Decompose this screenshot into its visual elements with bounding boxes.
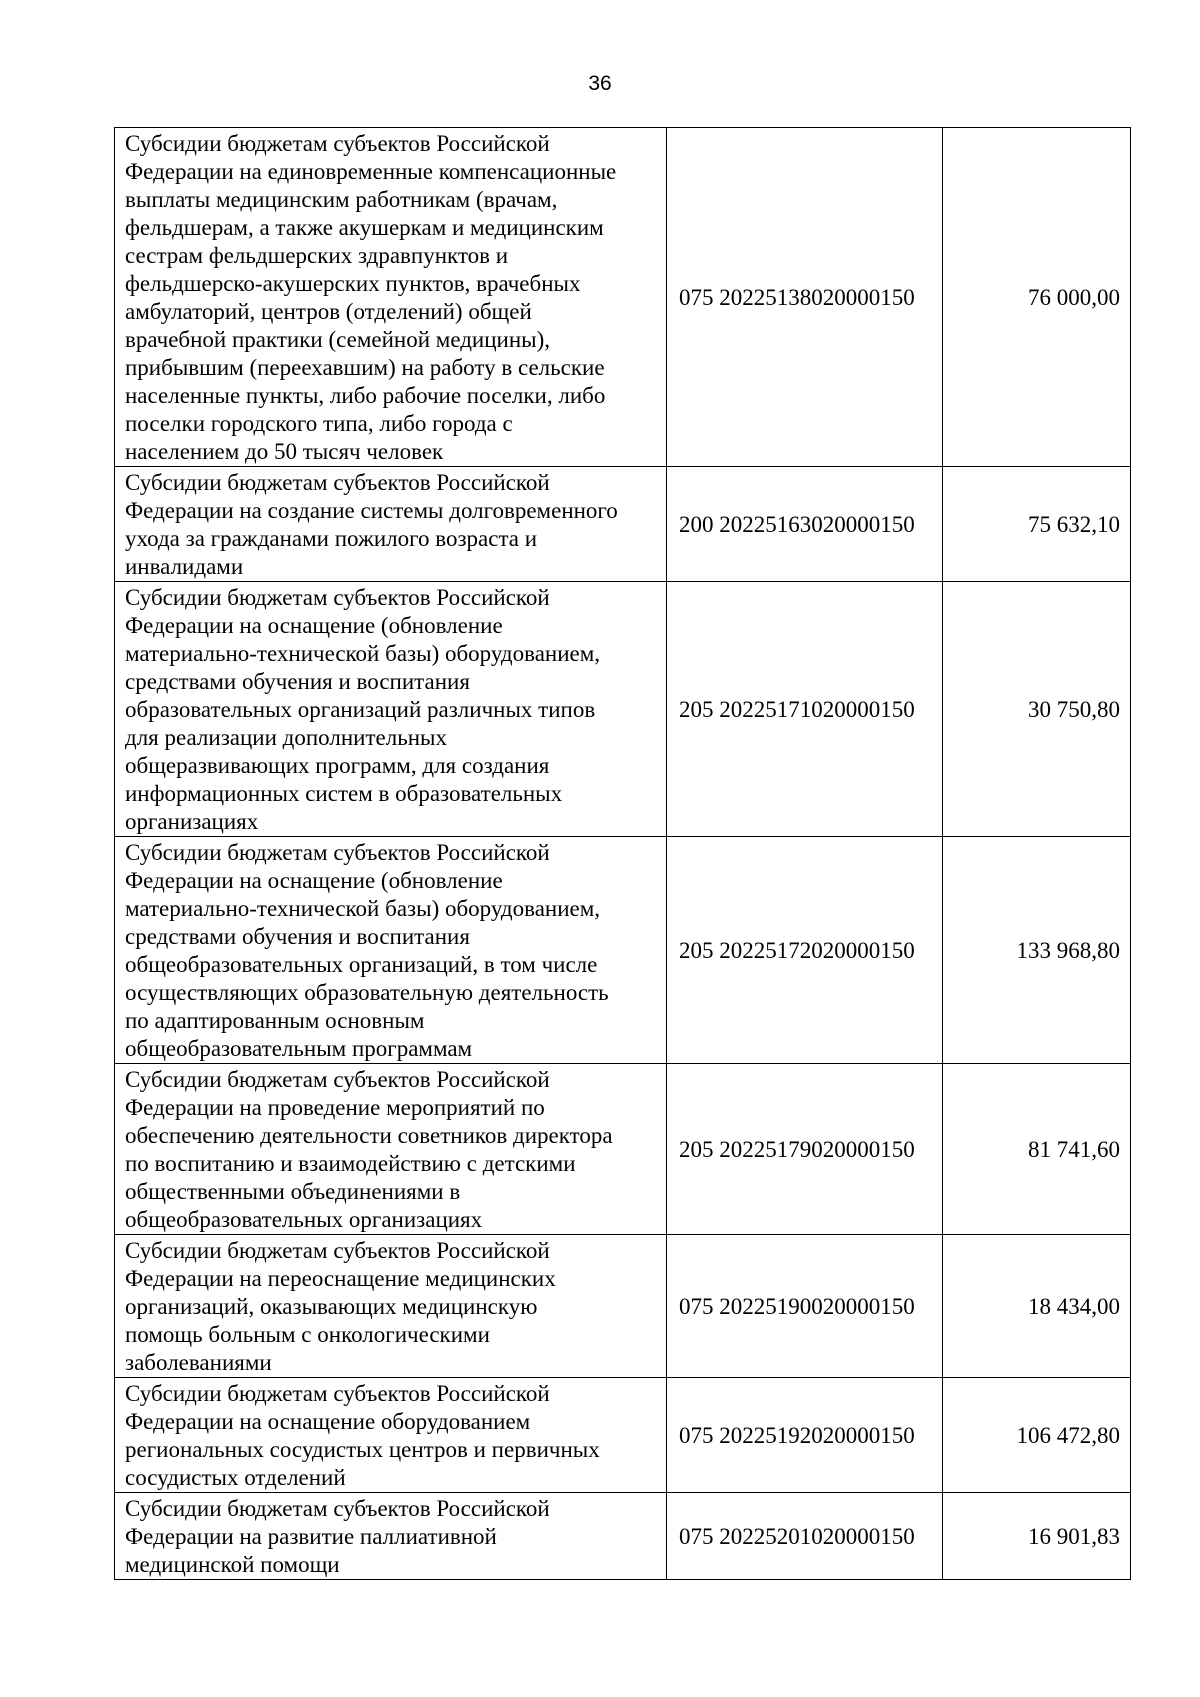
description-line: информационных систем в образовательных: [125, 781, 563, 806]
description-line: Федерации на переоснащение медицинских: [125, 1266, 556, 1291]
description-line: Федерации на проведение мероприятий по: [125, 1095, 545, 1120]
table-row: [115, 1378, 1131, 1493]
description-line: Субсидии бюджетам субъектов Российской: [125, 840, 550, 865]
description-line: общественными объединениями в: [125, 1179, 461, 1204]
row-budget-code: 200 20225163020000150: [667, 467, 943, 582]
description-line: амбулаторий, центров (отделений) общей: [125, 299, 532, 324]
description-line: прибывшим (переехавшим) на работу в сельские: [125, 355, 605, 380]
subsidies-table: [114, 127, 1131, 1580]
table-row: [115, 1064, 1131, 1235]
row-amount: 75 632,10: [943, 467, 1131, 582]
description-line: сосудистых отделений: [125, 1465, 346, 1490]
description-line: Субсидии бюджетам субъектов Российской: [125, 470, 550, 495]
description-line: Субсидии бюджетам субъектов Российской: [125, 1067, 550, 1092]
description-line: по адаптированным основным: [125, 1008, 425, 1033]
row-description: [115, 128, 667, 467]
description-line: населением до 50 тысяч человек: [125, 439, 444, 464]
row-description: [115, 1378, 667, 1493]
description-line: заболеваниями: [125, 1350, 272, 1375]
row-budget-code: 205 20225179020000150: [667, 1064, 943, 1235]
table-row: [115, 128, 1131, 467]
row-amount: 106 472,80: [943, 1378, 1131, 1493]
description-line: медицинской помощи: [125, 1552, 340, 1577]
row-budget-code: 075 20225192020000150: [667, 1378, 943, 1493]
description-line: общеразвивающих программ, для создания: [125, 753, 550, 778]
description-line: общеобразовательных организаций, в том числе: [125, 952, 598, 977]
description-line: общеобразовательных организациях: [125, 1207, 483, 1232]
table-row: [115, 837, 1131, 1064]
description-line: фельдшерам, а также акушеркам и медицинским: [125, 215, 604, 240]
table-row: [115, 1493, 1131, 1580]
description-line: выплаты медицинским работникам (врачам,: [125, 187, 558, 212]
row-budget-code: 205 20225171020000150: [667, 582, 943, 837]
description-line: инвалидами: [125, 554, 244, 579]
row-description: [115, 1064, 667, 1235]
description-line: Субсидии бюджетам субъектов Российской: [125, 585, 550, 610]
description-line: организаций, оказывающих медицинскую: [125, 1294, 538, 1319]
description-line: Федерации на оснащение (обновление: [125, 868, 503, 893]
row-amount: 18 434,00: [943, 1235, 1131, 1378]
description-line: образовательных организаций различных типов: [125, 697, 596, 722]
description-line: по воспитанию и взаимодействию с детскими: [125, 1151, 576, 1176]
description-line: Федерации на оснащение (обновление: [125, 613, 503, 638]
row-budget-code: 075 20225190020000150: [667, 1235, 943, 1378]
row-budget-code: 205 20225172020000150: [667, 837, 943, 1064]
row-description: [115, 582, 667, 837]
row-description: [115, 1235, 667, 1378]
description-line: ухода за гражданами пожилого возраста и: [125, 526, 538, 551]
description-line: обеспечению деятельности советников директора: [125, 1123, 613, 1148]
row-amount: 30 750,80: [943, 582, 1131, 837]
description-line: Субсидии бюджетам субъектов Российской: [125, 1238, 550, 1263]
description-line: региональных сосудистых центров и первичных: [125, 1437, 600, 1462]
page-number: 36: [588, 72, 612, 95]
description-line: Федерации на единовременные компенсационные: [125, 159, 617, 184]
table-row: [115, 582, 1131, 837]
description-line: помощь больным с онкологическими: [125, 1322, 490, 1347]
row-amount: 76 000,00: [943, 128, 1131, 467]
row-description: [115, 1493, 667, 1580]
description-line: Федерации на развитие паллиативной: [125, 1524, 497, 1549]
description-line: Субсидии бюджетам субъектов Российской: [125, 1381, 550, 1406]
description-line: сестрам фельдшерских здравпунктов и: [125, 243, 509, 268]
description-line: Субсидии бюджетам субъектов Российской: [125, 1496, 550, 1521]
description-line: врачебной практики (семейной медицины),: [125, 327, 551, 352]
description-line: организациях: [125, 809, 259, 834]
row-budget-code: 075 20225201020000150: [667, 1493, 943, 1580]
description-line: фельдшерско-акушерских пунктов, врачебных: [125, 271, 581, 296]
row-amount: 133 968,80: [943, 837, 1131, 1064]
description-line: Федерации на создание системы долговременного: [125, 498, 618, 523]
description-line: поселки городского типа, либо города с: [125, 411, 513, 436]
description-line: Федерации на оснащение оборудованием: [125, 1409, 531, 1434]
row-description: [115, 837, 667, 1064]
description-line: для реализации дополнительных: [125, 725, 447, 750]
row-amount: 81 741,60: [943, 1064, 1131, 1235]
description-line: средствами обучения и воспитания: [125, 669, 470, 694]
description-line: средствами обучения и воспитания: [125, 924, 470, 949]
row-budget-code: 075 20225138020000150: [667, 128, 943, 467]
description-line: общеобразовательным программам: [125, 1036, 473, 1061]
description-line: осуществляющих образовательную деятельность: [125, 980, 609, 1005]
description-line: материально-технической базы) оборудованием,: [125, 641, 601, 666]
description-line: Субсидии бюджетам субъектов Российской: [125, 131, 550, 156]
row-amount: 16 901,83: [943, 1493, 1131, 1580]
description-line: населенные пункты, либо рабочие поселки, либо: [125, 383, 606, 408]
description-line: материально-технической базы) оборудованием,: [125, 896, 601, 921]
table-body: [115, 128, 1131, 1580]
table-row: [115, 1235, 1131, 1378]
table-row: [115, 467, 1131, 582]
row-description: [115, 467, 667, 582]
